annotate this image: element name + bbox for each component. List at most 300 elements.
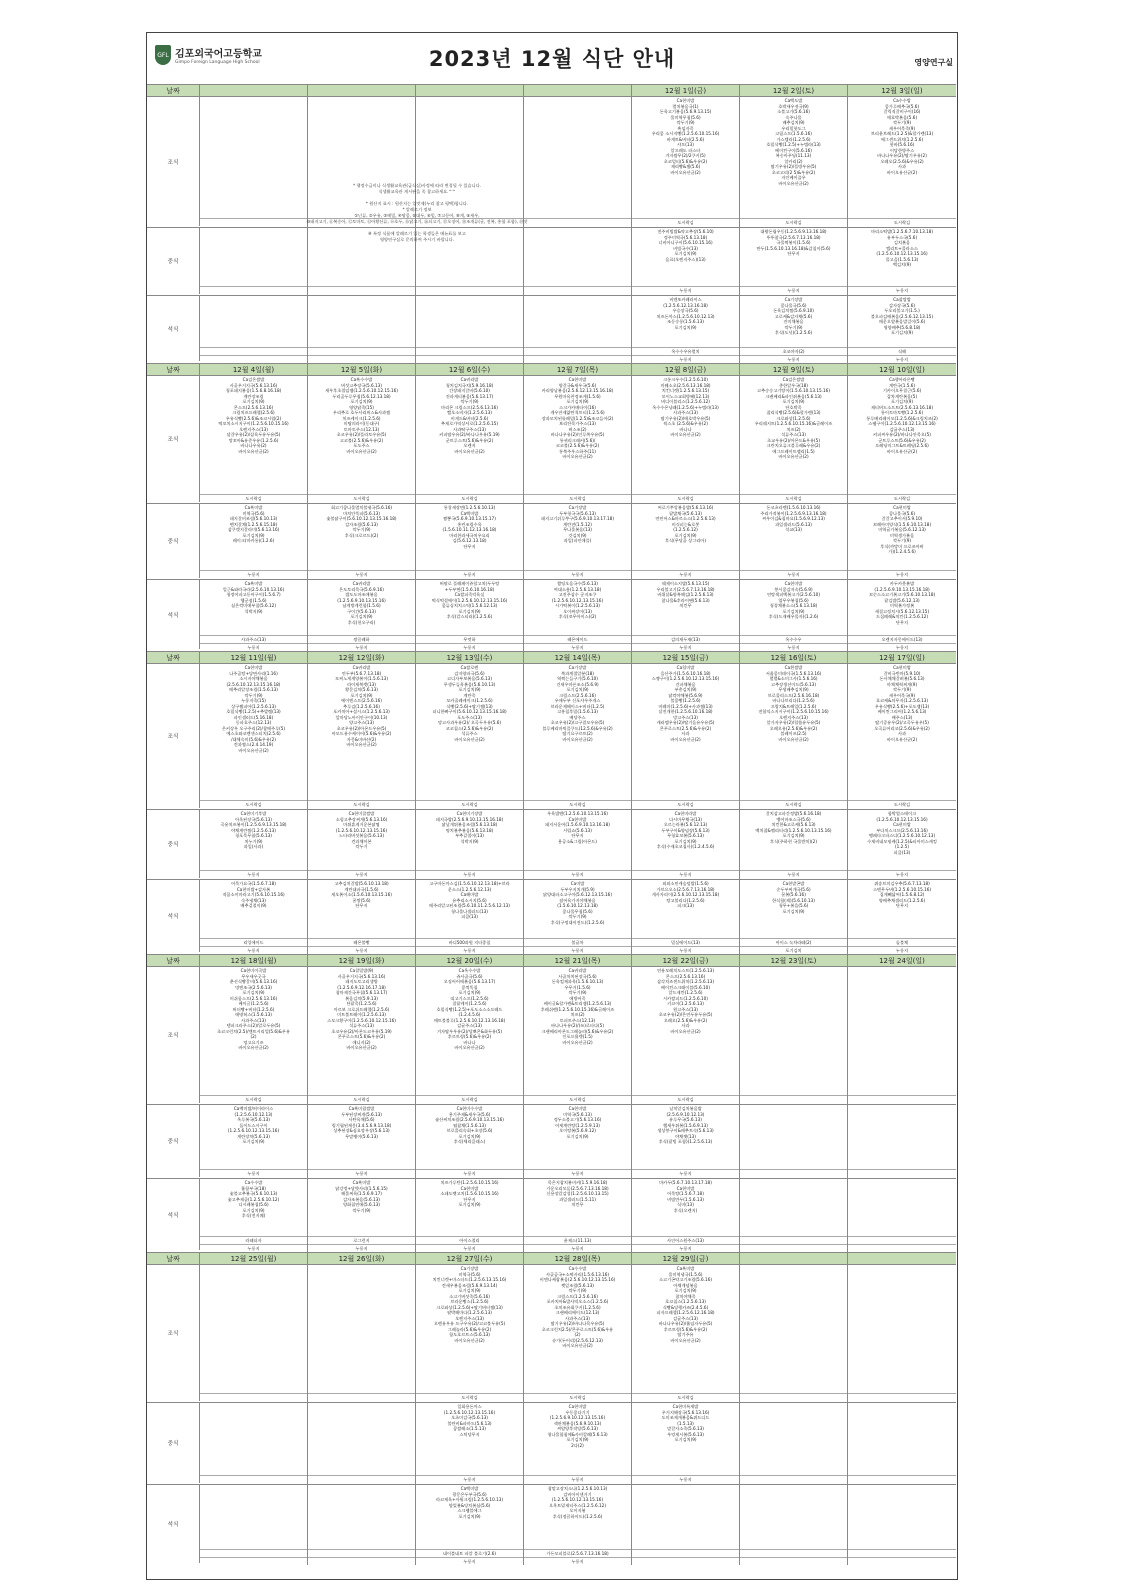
day-header: 12월 8일(금): [632, 363, 740, 375]
menu-extra: [308, 286, 415, 295]
menu-text: Ca현미밥 우동콩다기기 (1.2.5.6.9.10.12.13.15.16) 색관채볶음(5.6.9.10.13) 씨암양후작당(5.6.13) 청나물합침에&사비칼레(5.6.13) 포기김치(9) 2다(2): [547, 1404, 608, 1448]
menu-text: 통창새장면(1.2.5.6.10.13) Ca백미밥 짬뽕국(5.6.9.10.13.15.17) 홍린조림수육 (1.5.6.10.11.12.13.16.18) 마리한과세국치우요리 김(5.6.12.13.18) 단무지: [442, 505, 497, 549]
day-header: 12월 14일(목): [524, 651, 632, 663]
day-cell: [848, 503, 956, 579]
meal-row: [147, 1264, 957, 1402]
menu-extra: 누룽지: [524, 1475, 631, 1484]
menu-extra: 도시락김: [848, 800, 956, 809]
menu-text: [740, 1485, 847, 1549]
menu-extra: 누룽지: [200, 643, 307, 651]
day-cell: [848, 809, 956, 879]
menu-extra: [740, 1236, 847, 1244]
menu-text: 카두카뭇볶밥 (1.2.5.6.9.10.13.15.16.18) 꼬순스소고기볶고기(5.6.10.13.18) 팥김밥(5.6.12.13) 미역볶가정볶 새결고정치시(5.6.12.13.15) 드집폐레&치킨(1.2.5.6.12) 단무지: [868, 581, 936, 625]
menu-extra: 도시락김: [848, 218, 956, 227]
day-cell: [308, 809, 416, 879]
menu-text: [308, 1403, 415, 1475]
menu-extra: [416, 347, 523, 355]
menu-text: [848, 1105, 956, 1169]
menu-extra: 도시락김: [632, 494, 739, 503]
menu-extra: 누룽지: [416, 946, 523, 954]
menu-extra: 누룽지: [848, 570, 956, 579]
menu-extra: [848, 1169, 956, 1178]
menu-extra: 리잉에이드: [200, 938, 307, 946]
menu-text: Ca행아라론빵 계란국(1.5.6) 기카이오무결근(5.6) 갑차계란볶음(5) 포기김치(9) 제티버드소프트(2.5.6.13.16.18) 통이토마토빵(1.2.5.6) 통루베리레이모(1.2.5.6)&크림치즈(2) 스팸구이(1.2.5.6.10.12.13.15.16) 감귤주스(13) 커피씨우유(2)/바나나안목오(5) 군트루스트(5.6)&우유(2) 프레딩미그트&트레딩(2.5.6) 바이오유산균(2): [866, 377, 938, 454]
menu-extra: 옥수수우: [740, 635, 847, 643]
meal-label: 석식: [147, 1178, 200, 1250]
notice-text: * 행정수급이나 식생활교육관(급식실)사정에 따라 변경될 수 있습니다. 식생활교육관 게시판을 꼭 참고하세요.^^ * 원산지 표시 : 원산지는 입맛제(누리 참고 평택)합니다. * 알레르기 정보 ①난류, ②우유, ③메밀, ④땅콩, ⑤대두, ⑥밀, ⑦고등어, ⑧게, ⑨새우, ⑩돼지고기, ⑪복숭아, ⑫토마토, ⑬아황산류, ⑭호두, ⑮닭고기, ⑯쇠고기, ⑰오징어, ⑱조개류(굴, 전복, 홍합 포함), ⑲잣 ※ 특정 식품에 알레르기 있는 학생들은 메뉴표를 보고 영양연구실로 문의하여 주시기 바랍니다.: [306, 183, 528, 242]
day-cell: [740, 375, 848, 503]
day-cell: [416, 809, 524, 879]
menu-extra: 누룽지: [632, 1244, 739, 1252]
menu-extra: 누룽지: [848, 946, 956, 954]
day-cell: [200, 503, 308, 579]
day-cell: [632, 966, 740, 1104]
day-header: 12월 21일(목): [524, 954, 632, 966]
menu-extra: 아이스 녹차라떼(2): [740, 938, 847, 946]
menu-extra: 도시락김: [524, 1393, 631, 1402]
menu-extra: 옥수수우유멸치: [632, 347, 739, 355]
menu-extra: 누룽지: [524, 870, 631, 879]
day-cell: [632, 809, 740, 879]
meal-row: [147, 663, 957, 809]
day-cell: [200, 1104, 308, 1178]
menu-text: Ca현미밥 양갈국&새우국(5.6) 카리양날볶음(2.5.6.12.13.15.16.18) 무원마육찬정조게(1.5.6) 포기김치(9) 스크가카메타이(16) 계우잔제얇만칙트티(1.2.5.6) 장과모치된롤레밀(1.2.5)&조코들이(2) 보리잔목가주스(13) 버스조(2) 바나나우유(2)/인루쪽우유(5) 통귀리크래커(5.6)/ 코코볼(2.5.6)&우유(2) 통북주우스하주(11) 바이오유산균(2): [541, 377, 614, 459]
menu-text: Ca기장밥 미역국(5.6) 치킨너겟+마스타드(1.2.5.6.13.15.16) 견새우볶음조림(5.6.9.13.14) 포기김치(9) 소고기버섯죽(5.6.16) 브라운빵스(1.2.5.6) 크로와상(1.2.5.6)+딸기버터잼(13) 팔박해마다(1.2.5.6.13) 오렌지주스(13) 오렌유우유 프구우유(2)/고코볼두유(5) 그레놀라(5.6)&우유(2) 합도호르트스(5.6.13) 바이오유산균(2): [432, 1266, 507, 1343]
menu-text: 비엔또카레라이스 (1.2.5.6.12.13.16.18) 우승장국(5.6) 치즈돈까스(1.2.5.6.10.12.13) 조동숭룽(1.5.6.13) 포기김치(9): [656, 297, 715, 330]
menu-text: Ca수수밥 흡합부국(18) 숯불고추볶국(5.6.10.13) 숯고추제골(1.2.5.6.10.12) 디시레볶칩(5.6) 포기김치(9) 후식(전지퀘): [227, 1180, 280, 1218]
menu-extra: [416, 286, 523, 295]
menu-extra: [740, 1095, 847, 1104]
menu-extra: 도시락김: [308, 800, 415, 809]
day-header: [416, 84, 524, 96]
day-cell: [848, 1178, 956, 1252]
school-name: 김포외국어고등학교: [175, 49, 262, 60]
day-cell: [524, 879, 632, 954]
meal-row: [147, 966, 957, 1104]
day-cell: [740, 227, 848, 295]
menu-text: 우육밥텐(1.2.5.6.10.13.15.16) Ca현미밥 돼지서운어(1.5.6.9.10.13.16.18) 시럽쇼(5.6.13) 단무지 용공소&그림(아몬드): [545, 811, 610, 844]
menu-page: [146, 32, 958, 1580]
day-header: 12월 13일(수): [416, 651, 524, 663]
day-cell: [848, 1402, 956, 1484]
meal-row: [147, 375, 957, 503]
menu-text: 갈치삼고파간정밥(5.6.16.18) 뱅어마조스국(5.6) 치킨한&고로케(5.6.13) 맥치잡&렐리티리(1.2.5.6.10.13.15.16) 포기김치(9) 후식(주하현 국물받치)(2): [755, 811, 832, 844]
menu-text: [200, 1265, 307, 1393]
menu-extra: 누룽지: [740, 870, 847, 879]
day-cell: [524, 1178, 632, 1252]
menu-extra: [632, 1557, 739, 1565]
menu-extra: [740, 1549, 847, 1557]
menu-text: [740, 967, 847, 1095]
day-cell: [740, 1178, 848, 1252]
menu-text: Ca흑미밥 닭강정+달밧사리(1.5.6.15) 해물찌육(1.5.6.9.17) 감자조볶음(5.6.13) 양화칩민애(5.6.13) 깍두기(9): [335, 1180, 388, 1213]
day-cell: [524, 1402, 632, 1484]
menu-extra: 누룽지: [416, 643, 523, 651]
menu-text: 참말고장치소나(1.2.5.6.10.13) 감비아이센거기 (1.2.5.6.10.12.13.15.16) 오옥트밑제티주스(1.2.5.6.12) 오이지볶 후식(정끌하이드)(1.2.5.6): [547, 1486, 608, 1519]
menu-extra: [200, 1393, 307, 1402]
day-cell: [740, 966, 848, 1104]
menu-extra: [632, 1549, 739, 1557]
menu-extra: [740, 1475, 847, 1484]
menu-extra: 도시락김: [632, 218, 739, 227]
day-cell: [848, 663, 956, 809]
menu-extra: 도시락김: [740, 800, 847, 809]
menu-text: Ca귀리밥 은도토리묵국(5.6.9.16) 밥도도마조애볶음 (1.2.5.6.9.10.13.15.16) 남계방계런합(1.5.6) 구이간(5.6.13) 포기김치(9) 후식(헌오구리): [337, 581, 386, 625]
menu-text: [200, 1403, 307, 1475]
menu-text: Ca현미밥 콩나물국(5.6) 갈갈고추이서(5.9.10) 꼬레아미양식(1.5.6.10.13.18) 미역귤가볶음(5.6.12.13) 미역생가볶음 깍두기(9) 후식(까망미 프로즈아버 가)(1.2.4.5.6): [872, 505, 932, 554]
menu-extra: 누룽지: [308, 946, 415, 954]
menu-extra: 누룽지: [632, 1475, 739, 1484]
day-cell: [524, 375, 632, 503]
menu-extra: 오렌지자몽에이드(13): [848, 635, 956, 643]
day-cell: [308, 375, 416, 503]
menu-extra: 도시락김: [632, 800, 739, 809]
menu-text: 마카두(5.6.7.10.13.17.18) Ca현미밥 어묵탕(1.5.6.7.18) 비빔만두(1.5.6.13) 식미(13) 후식(오렌지): [659, 1180, 712, 1213]
menu-text: Ca검은쌀밥 총한알우국(18) 고추숭숭고기탕이(1.5.6.10.13.15.16) 크랜베리&파인쥐볶음(5.6.13) 포기김치(9) 단호박죽 잡리식빵(2.5.6)&할가렌(13) 크로와상(1.2.5.6) 우리쉐지트(1.2.5.6.10.15.16)&글레이즈 치즈(2) 석류주스(13) 초교우유(2)/아몬드&우유(5) 크란치오류크블루레&우유(2) 에그프레이트젤리(1.5) 바이오유산균(2): [754, 377, 833, 459]
day-cell: [740, 1484, 848, 1565]
menu-extra: 누룽지: [848, 643, 956, 651]
menu-extra: 도시락김: [200, 1095, 307, 1104]
meal-label: 중식: [147, 1402, 200, 1483]
menu-extra: [308, 1393, 415, 1402]
day-header: 12월 23일(토): [740, 954, 848, 966]
meal-label: 조식: [147, 1264, 200, 1401]
day-cell: [848, 879, 956, 954]
menu-extra: [200, 1549, 307, 1557]
day-cell: [200, 1178, 308, 1252]
day-header: 12월 17일(일): [848, 651, 956, 663]
day-cell: [740, 1402, 848, 1484]
day-cell: [200, 1484, 308, 1565]
day-header: 12월 27일(수): [416, 1252, 524, 1264]
day-header: 12월 7일(목): [524, 363, 632, 375]
menu-text: [848, 1403, 956, 1475]
menu-extra: 누룽지: [632, 946, 739, 954]
day-cell: [848, 295, 956, 363]
menu-extra: 도시락김: [632, 1095, 739, 1104]
menu-extra: 누룽지: [200, 570, 307, 579]
day-cell: [308, 503, 416, 579]
menu-extra: [740, 1244, 847, 1252]
meal-row: [147, 879, 957, 954]
day-header: 12월 19일(화): [308, 954, 416, 966]
menu-extra: [200, 1475, 307, 1484]
menu-extra: [308, 1475, 415, 1484]
menu-text: Ca흑미밥 물미역냉국(1.5.6) 소고기곤약고기조림(5.6.16) 아채계념볶음 포기김치(9) 참치야채죽 호코칩스(1.2.5.6.13) 식빵&당행카즈(2.4.5.6) 피자프레첼(1.2.5.6.12.16.18) 감귤주스(13) 바나나우유(2)/흡임자두유(5) 후르트링(5.6)&우유(2) 딸기주유 바이오유산균(2): [656, 1266, 715, 1343]
menu-extra: 도시락김: [524, 494, 631, 503]
menu-extra: [524, 347, 631, 355]
day-header: 12월 29일(금): [632, 1252, 740, 1264]
menu-extra: [848, 1393, 956, 1402]
day-header: 12월 1일(금): [632, 84, 740, 96]
menu-extra: 도시락김: [200, 494, 307, 503]
date-label: 날짜: [147, 84, 200, 96]
day-cell: [524, 295, 632, 363]
menu-text: Ca검은쌀밥 사골우거지국(5.6.13.16) 청포돼지볶음(1.5.6.8.16.18) 계란장조림 포기김치(9) 콘스프(2.5.6.13.16) 크림치즈프레첼(2.5.6) 우유식빵(2.5.6)&조코시럽(2) 떡꼬치소시지구이(1.2.5.6.10.15.16) 오렌지주스(13) 달걀우유(2)/삼육두유두유(5) 망꼬아&유준우유(1.2.5.6) 바나나우유(2) 바이오유산균(2): [218, 377, 289, 454]
day-cell: [632, 1104, 740, 1178]
day-header: [740, 1252, 848, 1264]
day-cell: [308, 1178, 416, 1252]
menu-extra: [308, 355, 415, 363]
day-cell: [308, 295, 416, 363]
menu-extra: 사과주스(13): [200, 635, 307, 643]
menu-text: Ca현미라밥 다시마무채국(13) 오르는라볶(5.6.12.13) 두부구이&양념장(5.6.13) 무청효꼬볶(5.6.13) 포기김치(9) 후식(수제초코칩사)(1.2.4.5.6): [656, 811, 715, 849]
menu-extra: 누룽지: [740, 286, 847, 295]
day-cell: [416, 1402, 524, 1484]
day-cell: [308, 1264, 416, 1402]
menu-extra: [308, 1557, 415, 1565]
menu-extra: 도시락김: [308, 494, 415, 503]
menu-text: Ca현미밥 갈비국반마(5.9.10) 돈사채채갈려볶(5.6.13) 마채체력찌개(9) 깍두기(9) 새우어묵국(9) 호코케&의무지(1.2.5.6.13) 우유식빵(2.5.6)+포도잼(13) 베이컨그리어(1.2.5.6.13) 배주스(13) 딸기증유우(2)/고곡두유우(5) 오곡류어리코(2.5.6)&우유(2) 사과 바이오유산균(2): [874, 665, 930, 742]
meal-label: 조식: [147, 966, 200, 1103]
menu-extra: 누룽지: [740, 570, 847, 579]
day-cell: [308, 579, 416, 651]
menu-table: [147, 84, 957, 1565]
week-header-row: [147, 363, 957, 375]
menu-extra: [200, 355, 307, 363]
menu-text: Ca백미밥 광문은두부국(5.6) 라코제육+사워크림(1.2.5.6.10.13) 양었볶&당치볶심(5.6) 스크램블에그 포기김치(9): [435, 1486, 504, 1519]
day-header: 12월 12일(화): [308, 651, 416, 663]
menu-extra: 누룽지: [308, 1244, 415, 1252]
menu-extra: 도시락김: [740, 218, 847, 227]
menu-text: 외외소민캐숲덮밥(1.5.6) 가브으오소(2.5.6.7.13.16.18) 게사자리이(2.5.6.10.12.13.15.18) 탕고볼리다(1.2.5.6) 피크(13): [651, 881, 720, 908]
meal-label: 중식: [147, 809, 200, 878]
day-header: 12월 11일(월): [200, 651, 308, 663]
day-header: 12월 18일(월): [200, 954, 308, 966]
day-cell: [740, 96, 848, 227]
menu-extra: [848, 1557, 956, 1565]
menu-extra: 불귤차: [524, 938, 631, 946]
menu-extra: 누룽지: [308, 570, 415, 579]
day-cell: [308, 1484, 416, 1565]
menu-text: [200, 296, 307, 347]
day-cell: [416, 663, 524, 809]
day-header: 12월 10일(일): [848, 363, 956, 375]
menu-extra: 누룽지: [848, 286, 956, 295]
menu-text: 쥐송브의김우추(5.6.7.13.18) 스텐무두버(1.2.5.6.10.15.16) 집게빼닮씨(1.5.6.8.12) 양배추채샐러드(1.2.5.6) 단무지: [872, 881, 932, 908]
menu-text: Ca현미밥 나주곰탕+당면사리(1.16) 소시지야채볶음 (2.5.6.10.12.13.15.16.18) 메추리알장조림(1.5.6.13) 깍두기(9) 누룽지죽(15) 상구쌤피어(1.2.5.6.13) 호밀식빵(1.2.5)+추발렘(13) 파인샐러드(5.16.18) 동파호주스(12.13) 은커상우 오구주리(2)/참메주루(5) 예스초와코맨샌스티치(2.5.6) /대체숙미(5.6)&우유(2) 견과찜스(2.4.14.19) 바이오유산균(2): [221, 665, 286, 753]
day-header: 12월 25일(월): [200, 1252, 308, 1264]
school-name-en: Gimpo Foreign Language High School: [175, 60, 260, 65]
menu-text: Ca기장밥 북과계절알분(18) 역찍는들구기(5.6.10) 건새우마른조소(5.6.9) 포기김치(9) 크림스프(2.5.6.16) 우애두부 신포샤우주개스 브라운제해이스+버터(1.2.5) 고흥칠후밀(1.5.6.13) 배당주스 초코우유(2)/고구결모우유(5) 블루베리마믹플쿠드(12.5.6)&우유(2) 딸기요구르트(2) 바이오유산균(2): [542, 665, 613, 742]
department: 영양연구실: [914, 58, 953, 67]
menu-extra: 감의재두재(13): [632, 635, 739, 643]
day-header: [308, 84, 416, 96]
day-cell: [524, 809, 632, 879]
menu-text: Ca미밥 두부우지치개(5.9) 닭양대파소고구이(5.6.12.13.15.16) 잠어육가지야채볶음 (1.5.6.10.12.13.18) 콩나물무침(5.6) 깍두기(9) 후식(구멍대이전드)(1.2.5.6): [543, 881, 612, 925]
day-cell: [848, 966, 956, 1104]
day-cell: [632, 1402, 740, 1484]
date-label: 날짜: [147, 1252, 200, 1264]
menu-text: 대왕돈립우동(1.2.5.6.9.13.16.18) 뚜뚜참국(2.5.6.7.13.16.18) 국물떡볶이(1.5.6) 만두(1.5.6.10.13.16.18)&갑칠이(5.6) 단무지: [756, 229, 831, 256]
date-label: 날짜: [147, 651, 200, 663]
day-cell: [524, 663, 632, 809]
menu-text: Ca흑수수밥 버섯고추장국(5.6.13) 새우후초절임잼(1.2.5.6.10.12.15.16) 두리곰두루무침(5.6.12.13.18) 포기김치(9) 영양닭죽(15) 우리추로 호두사리버스&사과잼 치즈케이크(1.2.5.6) 미탐의라이(동대구) 토마토주스(12.13) 초코우유(2)/플라토우유(5) 고코볼(2.5.6)&우유(2) 포도주스 바이오유산균(2): [325, 377, 398, 454]
menu-extra: 도시락김: [524, 1095, 631, 1104]
menu-extra: 누룽지: [200, 1169, 307, 1178]
menu-text: [740, 1265, 847, 1393]
menu-extra: 누룽지: [308, 643, 415, 651]
day-cell: [632, 879, 740, 954]
meal-label: 중식: [147, 227, 200, 294]
week-header-row: [147, 954, 957, 966]
meal-label: 석식: [147, 879, 200, 952]
menu-text: 목은지찹치볶비켜(1.5.9.16.18) 가운오리모둠(2.5.6.7.13.16.18) 신용장칼감성(1.2.5.6.10.13.15) 과일샐러드(1.5.11) 치킨무: [546, 1180, 609, 1207]
menu-extra: 누룽지: [416, 870, 523, 879]
menu-extra: [308, 347, 415, 355]
menu-text: 짤팅오음국수(5.6.13) 여대소흠(1.2.5.6.13.18) 고진주삼수 군지조쿠 (1.2.5.6.10.12.13.15.16) 시가떡볶이(1.2.5.6.13) 오이짜장이(13) 후식(꼬무아이스)(2): [551, 581, 604, 619]
header: [147, 33, 957, 85]
meal-label: 조식: [147, 96, 200, 226]
menu-extra: [524, 286, 631, 295]
menu-text: 연유모레치도스트(1.2.5.6.13) 콘스프(2.5.6.13.16) 삼각치즈샌드위치(1.2.5.6.13) 베이컨스크래이블(5.6.10) 알드제칸(1.2.5.6) 시카쌀피드(1.2.5.6.10) 키코이(1.2.5.6.13) 원고주스(13) 초코우유(2)/은연두유두유(5) 오레오(2.5.6)&우유(2) 사과 바이오유산균(2): [657, 968, 714, 1034]
menu-extra: 레몬불빵: [308, 938, 415, 946]
menu-extra: [848, 1244, 956, 1252]
menu-extra: 누룽지: [200, 946, 307, 954]
day-cell: [416, 1264, 524, 1402]
menu-text: Ca기장밥 두부청국국(5.6.13) 돼지고기뒤루쭈구(5.6.9.10.13.17.18) 계란전(1.5.12) 무나물볶음(13) 갓김치(9) 과일(파인애플): [541, 505, 614, 543]
page-title: 2023년 12월 식단 안내: [428, 47, 676, 71]
menu-text: [308, 296, 415, 347]
menu-extra: [308, 1549, 415, 1557]
meal-label: 조식: [147, 375, 200, 502]
day-header: 12월 4일(월): [200, 363, 308, 375]
day-header: 12월 2일(토): [740, 84, 848, 96]
day-cell: [740, 663, 848, 809]
day-cell: [632, 96, 740, 227]
day-cell: [632, 227, 740, 295]
menu-text: Ca귀리밥 사골차치된장국(5.6) 돈육킴제과육(1.5.6.10.13) 우무거(1.5.6) 깍두기(9) 애방어죽 베이글&할가렌&트리잼(1.2.5.6.13) 후레쉬렌(1.2.5.6.10.15.16)&글레이즈 치즈(2) 토퍼트주스(12.13) 바나나우유(2)/(쓰)로타다(5) 크랜베리아몬드그레놀라(5.6)&우유(2) 인포프뮬렛(1.5) 바이오유산균(2): [540, 968, 615, 1045]
menu-text: Ca현미밥 붕시콩감자속(5.6.9) 연탕색피백볶고기(2.5.6.10) 업무우볶칩(5.6) 청경채볶소스(5.6.13.18) 포기김치(9) 후식(드재배우물자)(1.2.6): [767, 581, 820, 619]
menu-extra: 누룽지: [740, 355, 847, 363]
day-cell: [740, 879, 848, 954]
meal-label: 중식: [147, 503, 200, 578]
menu-extra: 누룽지: [416, 570, 523, 579]
menu-extra: 네이블네트 파알 블로기(2.6): [416, 1549, 523, 1557]
menu-extra: 가든모피블로(2.5.6.7.13.16.18): [524, 1549, 631, 1557]
menu-extra: 누룽지: [632, 570, 739, 579]
menu-extra: 누룽지: [416, 1244, 523, 1252]
menu-text: [416, 296, 523, 347]
meal-label: 석식: [147, 1484, 200, 1563]
menu-text: Ca흰쌀밥 서울콩미테이국(1.5.6.13.16) 멸멸&소미그사(1.5.6.16) 고추장생선이드(5.6.13) 무생배추김치(9) 브로콜리스프(2.5.6.16.18) 바나나브리다(1.2.5.6) 프랑치&트레일(1.2.5.6) 전합익스지시구이(1.2.5.6.10.15.16) 오렌지주스(13) 알가자우유(2)/할쓸유두유(5) 오레오유(2.5.6)&우유(2) 블레이즈(2.5) 바이오유산균(2): [758, 665, 829, 742]
meal-row: [147, 1484, 957, 1565]
menu-extra: 바디500과원 지타종칠: [416, 938, 523, 946]
menu-extra: 누룽지: [416, 1557, 523, 1565]
meal-row: [147, 809, 957, 879]
menu-text: [740, 1179, 847, 1236]
menu-extra: [200, 1557, 307, 1565]
menu-text: [308, 1265, 415, 1393]
day-cell: [740, 579, 848, 651]
menu-text: [632, 1485, 739, 1549]
menu-extra: [848, 1236, 956, 1244]
menu-text: Ca수수밥 사골곰국+소떡사리(1.5.6.13.16) 비엔나케찹볶음(2.5.6.10.12.13.15.16) 깻잎조림(5.6.13) 깍두기(9) 크림스프(1.2.5.6.16) 포카치아&발사믹오소스(1.2.5.6) 초치조유회쿠키(1.2.5.6) 크랜베리에이드(12.13) 사과주스(13) 딸기우유(2)/바나나목우유(5) 초코크런치2.5)/콘푸로스트(5.6)&우유 (2) 슈가(두어리)(2.5.6.12.13) 바이오유산균(2): [539, 1266, 616, 1348]
week-header-row: [147, 84, 957, 96]
day-cell: [200, 966, 308, 1104]
day-header: 12월 26일(화): [308, 1252, 416, 1264]
day-cell: [416, 879, 524, 954]
menu-extra: [848, 1549, 956, 1557]
day-cell: [848, 1484, 956, 1565]
day-cell: [308, 966, 416, 1104]
day-cell: [632, 663, 740, 809]
menu-extra: 누룽지: [524, 1169, 631, 1178]
menu-extra: 누룽지: [200, 1244, 307, 1252]
day-cell: [200, 579, 308, 651]
day-header: 12월 9일(토): [740, 363, 848, 375]
day-cell: [200, 879, 308, 954]
menu-extra: 누룽지: [848, 870, 956, 879]
menu-extra: 초코야자(2): [740, 347, 847, 355]
day-cell: [524, 1104, 632, 1178]
menu-extra: 누룽지: [632, 870, 739, 879]
menu-text: 함박열스테이크 (1.2.5.6.10.12.13.15.16) Ca현미밥 부다치스크프(2.5.6.13.16) 땡페타크파스디(1.2.5.6.10.12.13) 수제비네모핑케(1.2.5)&티아미스캐킹 (1.2.5) 피클(13): [867, 811, 937, 855]
menu-extra: 누룽지: [416, 1169, 523, 1178]
day-cell: [200, 295, 308, 363]
menu-text: [308, 1485, 415, 1549]
menu-text: 돈코츠라멘(1.5.6.10.13.16) 주리가적볶이(1.2.5.6.9.13.16.18) 씨우이김&칩마요(1.5.6.9.12.13) 과일샐러드(5.6.13) 석교(13): [760, 505, 827, 532]
date-label: 날짜: [147, 363, 200, 375]
menu-text: Ca백미밥/허이라이스 (1.2.5.6.10.12.13) 옥루볶국(5.6.13) 돌이드스시구이 (1.2.5.6.10.12.13.15.16) 게란장치(5.6.13) 포기김치(9): [227, 1106, 280, 1144]
meal-label: 조식: [147, 663, 200, 808]
day-cell: [632, 375, 740, 503]
menu-extra: 누룽지: [740, 643, 847, 651]
menu-extra: 돌불체: [848, 938, 956, 946]
menu-extra: 누룽지: [308, 1169, 415, 1178]
menu-extra: 도시락김: [740, 494, 847, 503]
day-header: 12월 5일(화): [308, 363, 416, 375]
menu-extra: [200, 347, 307, 355]
menu-text: 일회용돈까스 (1.2.5.6.10.12.13.15.16) 오츠미감국(5.6.13) 불란비&파마드(5.6.13) 콩쌀레소(1.5.13) 스틱당무지: [443, 1404, 496, 1437]
menu-extra: 누룽지: [632, 643, 739, 651]
meal-label: 중식: [147, 1104, 200, 1177]
day-cell: [308, 1402, 416, 1484]
day-cell: [740, 503, 848, 579]
day-cell: [740, 295, 848, 363]
day-cell: [524, 1484, 632, 1565]
menu-extra: 사인어스원주스(13): [632, 1236, 739, 1244]
menu-extra: 윤제스(11.13): [524, 1236, 631, 1244]
menu-extra: [416, 355, 523, 363]
menu-text: [848, 967, 956, 1095]
day-cell: [416, 295, 524, 363]
menu-text: Ca흑미밥 미역국(5.6) 돼지갈비조림(5.6.10.13) 펜치갈채(1.2.5.6.15.18) 삼쿠캣지갈라미(5.6.13.16) 포기김치(9) 레이크(마카롱)(1.2.6): [227, 505, 280, 543]
day-cell: [740, 1264, 848, 1402]
day-header: 12월 24일(일): [848, 954, 956, 966]
meal-row: [147, 1178, 957, 1252]
menu-text: 고추김치갈밥(5.6.10.13.18) 계란대파국(1.5.6) 새오볶이소(1.5.6.10.13.15.16) 꿀짱(5.6) 단무지: [331, 881, 392, 908]
day-cell: [524, 579, 632, 651]
menu-extra: [848, 1095, 956, 1104]
menu-extra: 로그런지: [308, 1236, 415, 1244]
day-cell: [848, 375, 956, 503]
menu-text: Ca현미기후밥 아욱된장국(5.6.13) 곡윤치즈볶이(1.2.5.6.9.13.15.18) 야채계란찜(1.2.5.6.13) 청포묵무침(5.6.13) 치누기(9) 과일(사과): [220, 811, 287, 849]
menu-text: Ca찹쌀밥 감자장국(5.6) 두오리불고기(1.5.) 불오파김배볶음(2.5.6.12.13.15) 매운오얄볶음발걸이(5.6) 영양배추(5.6.8.18) 포기김치(9): [870, 297, 934, 335]
meal-row: [147, 1402, 957, 1484]
menu-text: Ca현미기장밥 돼지국밥(2.5.6.9.10.13.15.16.18) 닭날개튀볶음조림(5.6.13.18) 명치볶추볶음(5.6.13.18) 부추겉절이(13) 석박지(9): [435, 811, 504, 844]
day-cell: [848, 579, 956, 651]
menu-extra: 누룽지: [308, 870, 415, 879]
menu-extra: 도시락김: [416, 1095, 523, 1104]
menu-text: 전주비빔밥&약고추장(5.6.10) 정주미역국(5.6.13.18) 너비아니구이(5.6.10.15.16) 비빔국수(13) 포기김치(9) 음료(오렌지주스)(13): [657, 229, 714, 262]
menu-extra: 무엇하: [416, 635, 523, 643]
menu-extra: 레몬에이드: [524, 635, 631, 643]
day-header: [848, 1252, 956, 1264]
menu-text: Ca현미이곡밥 무우새우굿국 춘선식빵갈비(5.6.13.16) 멍엔조국(2.5.6.13) 포기김치(9) 머쉬룸스프(2.5.6.13.16) 베이글(1.2.5.6) 버터빵+버터(1.2.5.6) 애명허스(1.5.6.13) 사과주스(13) 텐퍼크라주스(2)/알로두유(5) 초코크런치(2.5)/엔트시리얼(5.6)&우유 (2) 엉고요기즈 바이오유산균(2): [216, 968, 291, 1050]
day-cell: [416, 375, 524, 503]
day-header: 12월 28일(목): [524, 1252, 632, 1264]
